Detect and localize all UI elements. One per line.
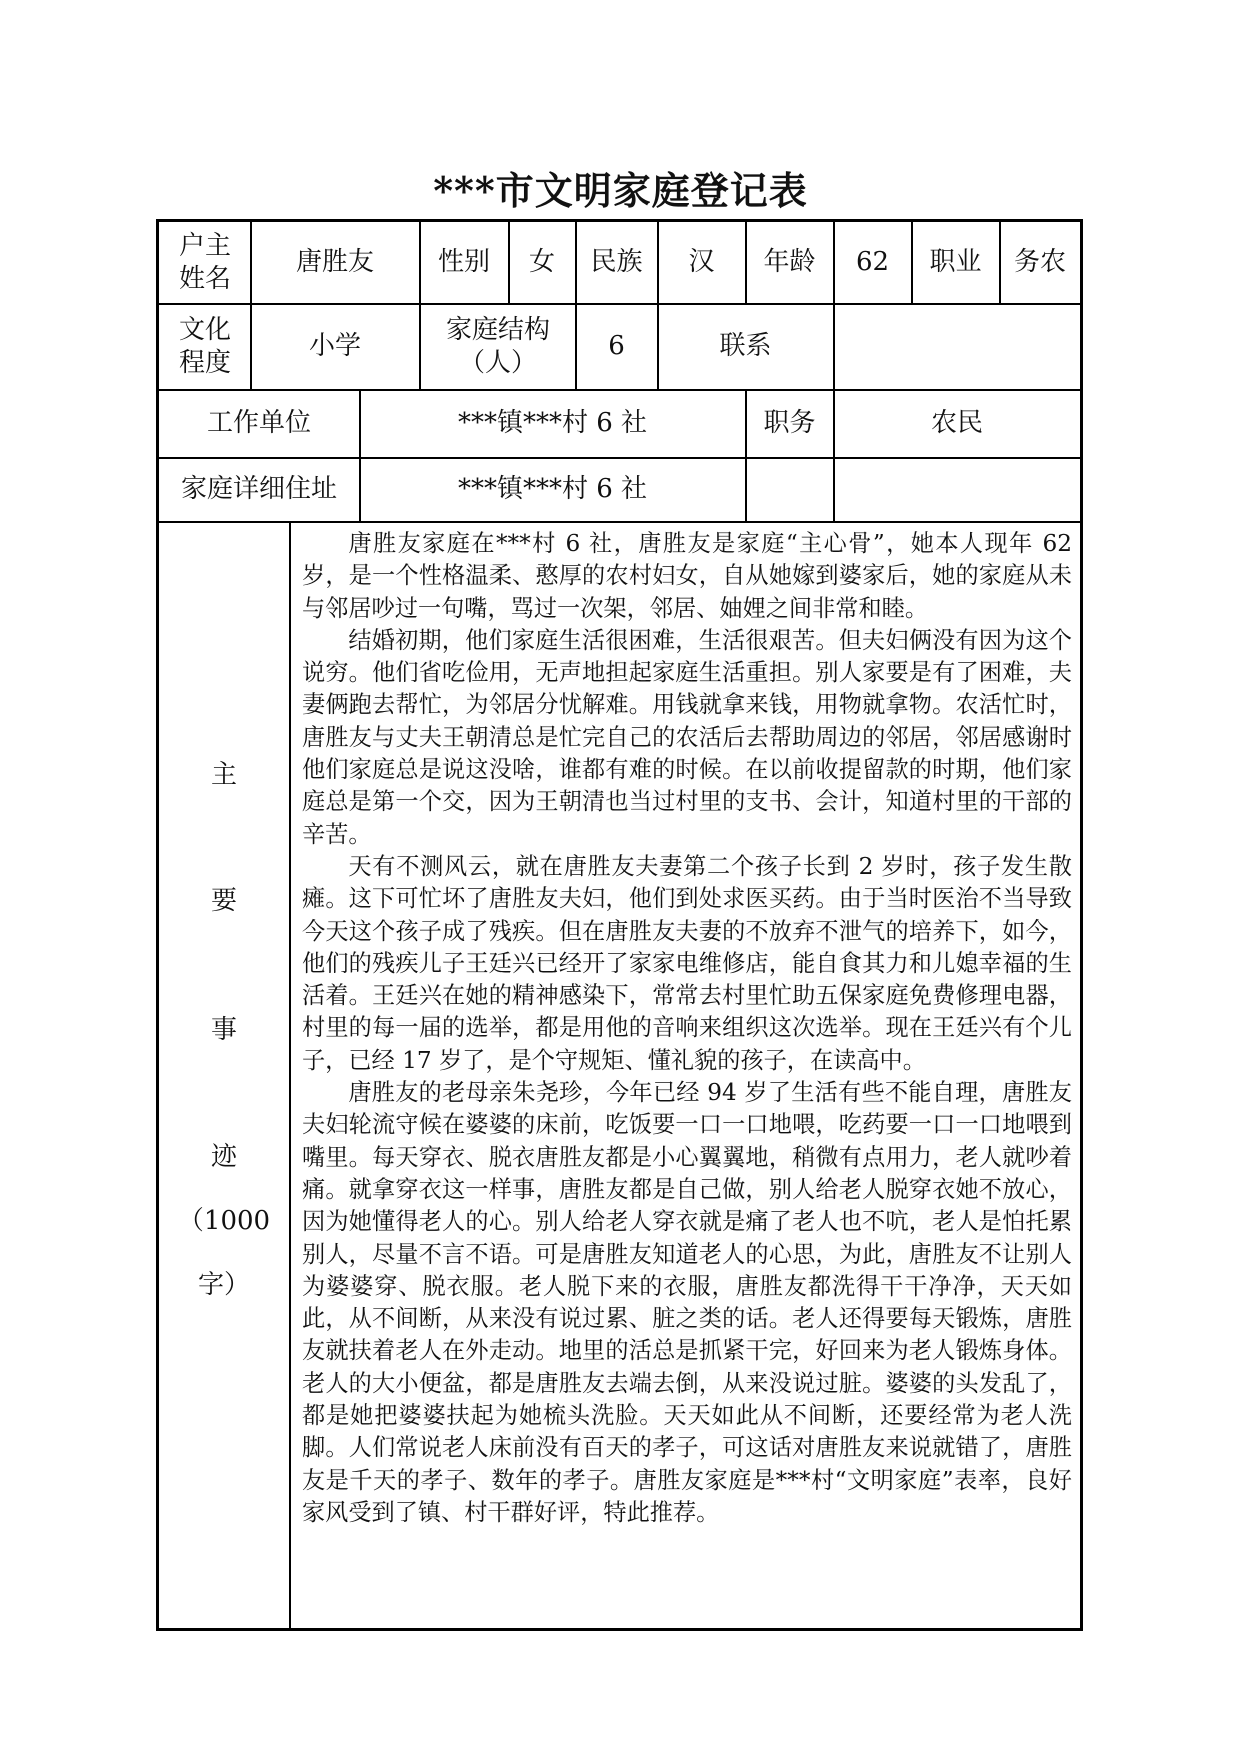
position-value[interactable]: 农民 [930, 408, 983, 438]
label-char: 迹 [210, 1142, 237, 1172]
label-char: 要 [210, 886, 237, 916]
contact-value[interactable] [834, 304, 1080, 389]
occupation-value[interactable]: 务农 [1013, 247, 1066, 277]
label-char: 事 [210, 1015, 237, 1045]
deeds-paragraph: 唐胜友的老母亲朱尧珍，今年已经 94 岁了生活有些不能自理，唐胜友夫妇轮流守候在婆婆的床前，吃饭要一口一口地喂，吃药要一口一口地喂到嘴里。每天穿衣、脱衣唐胜友都是小心翼翼地，稍微有点用力，老人就吵着痛。就拿穿衣这一样事，唐胜友都是自己做，别人给老人脱穿衣她不放心，因为她懂得老人的心。别人给老人穿衣就是痛了老人也不吭，老人是怕托累别人，尽量不言不语。可是唐胜友知道老人的心思，为此，唐胜友不让别人为婆婆穿、脱衣服。老人脱下来的衣服，唐胜友都洗得干干净净，天天如此，从不间断，从来没有说过累、脏之类的话。老人还得要每天锻炼，唐胜友就扶着老人在外走动。地里的活总是抓紧干完，好回来为老人锻炼身体。老人的大小便盆，都是唐胜友去端去倒，从来没说过脏。婆婆的头发乱了，都是她把婆婆扶起为她梳头洗脸。天天如此从不间断，还要经常为老人洗脚。人们常说老人床前没有百天的孝子，可这话对唐胜友来说就错了，唐胜友是千天的孝子、数年的孝子。唐胜友家庭是***村“文明家庭”表率，良好家风受到了镇、村干群好评，特此推荐。 [302, 1079, 1072, 1526]
main-deeds-label [159, 522, 289, 1631]
name-label: 户主姓名 [178, 230, 231, 294]
deeds-paragraph: 唐胜友家庭在***村 6 社，唐胜友是家庭“主心骨”，她本人现年 62 岁，是一个性格温柔、憨厚的农村妇女，自从她嫁到婆家后，她的家庭从未与邻居吵过一句嘴，骂过一次架，邻居、妯娌之间非常和睦。 [302, 530, 1072, 622]
workplace-value[interactable]: ***镇***村 6 社 [457, 408, 648, 438]
education-value[interactable]: 小学 [308, 331, 361, 361]
label-char: （1000 [177, 1206, 271, 1236]
name-value[interactable]: 唐胜友 [295, 247, 374, 277]
gender-label: 性别 [437, 247, 490, 277]
deeds-paragraph: 结婚初期，他们家庭生活很困难，生活很艰苦。但夫妇俩没有因为这个说穷。他们省吃俭用，无声地担起家庭生活重担。别人家要是有了困难，夫妻俩跑去帮忙，为邻居分忧解难。用钱就拿来钱，用物就拿物。农活忙时，唐胜友与丈夫王朝清总是忙完自己的农活后去帮助周边的邻居，邻居感谢时他们家庭总是说这没啥，谁都有难的时候。在以前收提留款的时期，他们家庭总是第一个交，因为王朝清也当过村里的支书、会计，知道村里的干部的辛苦。 [302, 626, 1072, 848]
age-value[interactable]: 62 [855, 247, 890, 277]
address-label: 家庭详细住址 [180, 474, 337, 504]
page-title: ***市文明家庭登记表 [433, 168, 808, 213]
col-divider [419, 304, 421, 390]
label-char: 主 [210, 760, 237, 790]
empty-cell [746, 458, 833, 521]
contact-label: 联系 [719, 331, 772, 361]
deeds-paragraph: 天有不测风云，就在唐胜友夫妻第二个孩子长到 2 岁时，孩子发生散瘫。这下可忙坏了唐胜友夫妇，他们到处求医买药。由于当时医治不当导致今天这个孩子成了残疾。但在唐胜友夫妻的不放弃不泄气的培养下，如今，他们的残疾儿子王廷兴已经开了家家电维修店，能自食其力和儿媳幸福的生活着。王廷兴在她的精神感染下，常常去村里忙助五保家庭免费修理电器，村里的每一届的选举，都是用他的音响来组织这次选举。现在王廷兴有个儿子，已经 17 岁了，是个守规矩、懂礼貌的孩子，在读高中。 [302, 852, 1072, 1074]
address-value[interactable]: ***镇***村 6 社 [457, 474, 648, 504]
registration-form-table [156, 219, 1083, 1631]
ethnicity-value[interactable]: 汉 [688, 247, 715, 277]
family-size-value[interactable]: 6 [608, 331, 625, 361]
position-label: 职务 [763, 408, 816, 438]
workplace-label: 工作单位 [206, 408, 311, 438]
col-divider [289, 522, 291, 1631]
age-label: 年龄 [763, 247, 816, 277]
family-size-label: 家庭结构（人） [445, 314, 550, 378]
ethnicity-label: 民族 [590, 247, 643, 277]
education-label: 文化程度 [178, 314, 231, 378]
gender-value[interactable]: 女 [528, 247, 555, 277]
label-char: 字） [197, 1270, 250, 1300]
main-deeds-text[interactable] [292, 522, 1082, 1631]
empty-cell [834, 458, 1080, 521]
occupation-label: 职业 [929, 247, 982, 277]
